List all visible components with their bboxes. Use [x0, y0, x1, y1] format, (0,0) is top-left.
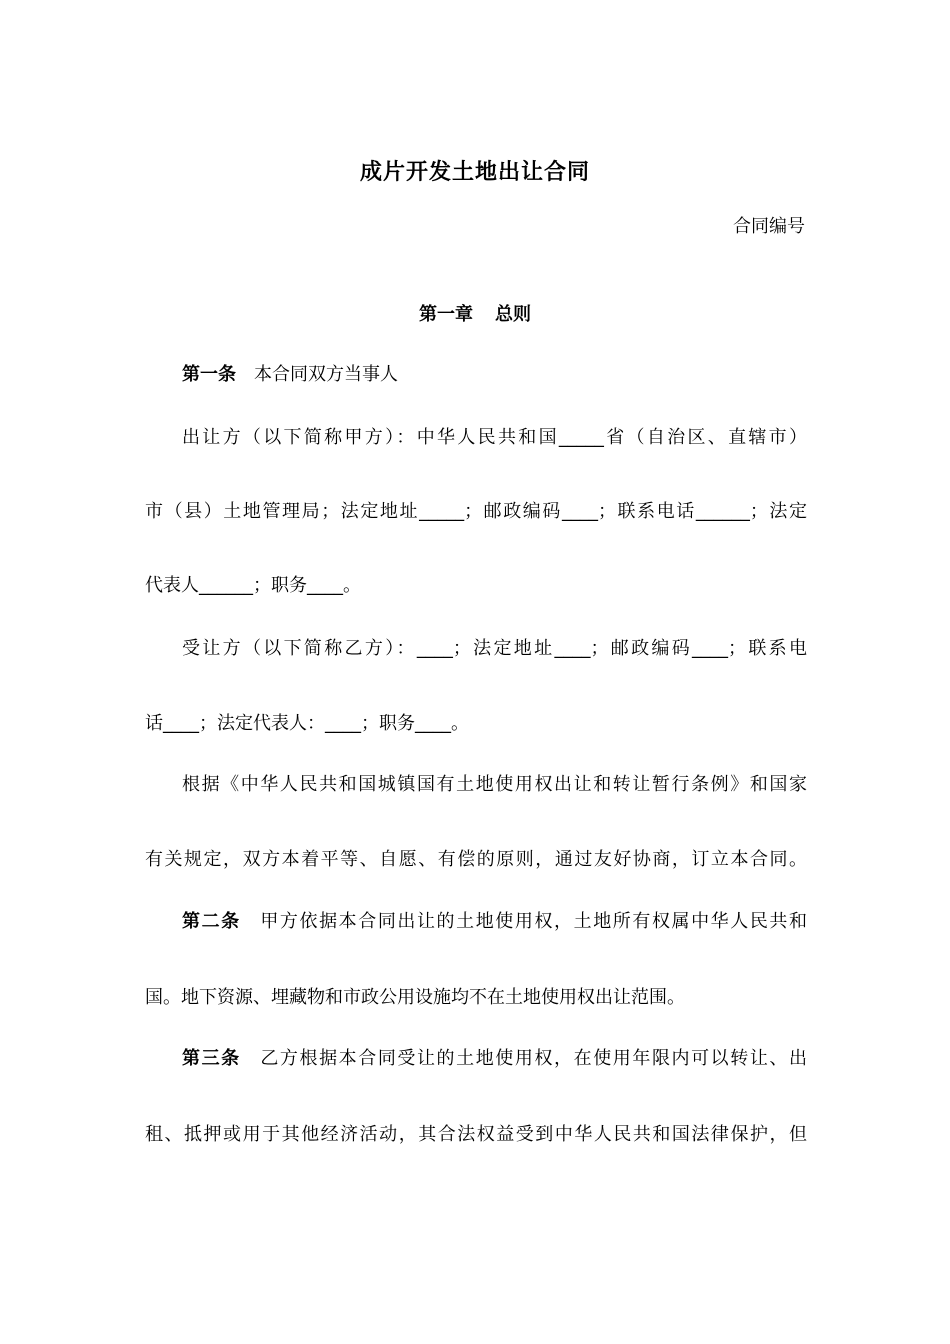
party-a-line-1: 出让方（以下简称甲方）：中华人民共和国_____省（自治区、直辖市） [182, 427, 807, 448]
article-1-label: 第一条 [182, 364, 236, 385]
article-2-line-2: 国。地下资源、埋藏物和市政公用设施均不在土地使用权出让范围。 [145, 987, 685, 1008]
basis-line-1: 根据《中华人民共和国城镇国有土地使用权出让和转让暂行条例》和国家 [182, 774, 807, 795]
chapter-number: 第一章 [419, 304, 473, 325]
chapter-name: 总则 [495, 304, 531, 325]
party-b-line-2: 话____；法定代表人：____；职务____。 [145, 713, 469, 734]
article-3-text: 乙方根据本合同受让的土地使用权，在使用年限内可以转让、出 [258, 1048, 807, 1069]
article-3-label: 第三条 [182, 1048, 241, 1069]
contract-number-label: 合同编号 [733, 216, 805, 237]
chapter-heading [0, 300, 950, 326]
basis-line-2: 有关规定，双方本着平等、自愿、有偿的原则，通过友好协商，订立本合同。 [145, 849, 807, 870]
document-title: 成片开发土地出让合同 [359, 160, 590, 185]
article-2-text: 甲方依据本合同出让的土地使用权，土地所有权属中华人民共和 [258, 911, 807, 932]
article-1 [145, 364, 807, 386]
article-2-line-1 [145, 911, 807, 933]
article-3-line-1 [145, 1048, 807, 1070]
party-b-line-1: 受让方（以下简称乙方）：____；法定地址____；邮政编码____；联系电 [182, 638, 807, 659]
article-3-line-2: 租、抵押或用于其他经济活动，其合法权益受到中华人民共和国法律保护，但 [145, 1124, 807, 1145]
article-2-label: 第二条 [182, 911, 241, 932]
article-1-text: 本合同双方当事人 [254, 364, 398, 385]
party-a-line-2: 市（县）土地管理局；法定地址_____；邮政编码____；联系电话______；法定 [145, 501, 807, 522]
party-a-line-3: 代表人______；职务____。 [145, 575, 361, 596]
